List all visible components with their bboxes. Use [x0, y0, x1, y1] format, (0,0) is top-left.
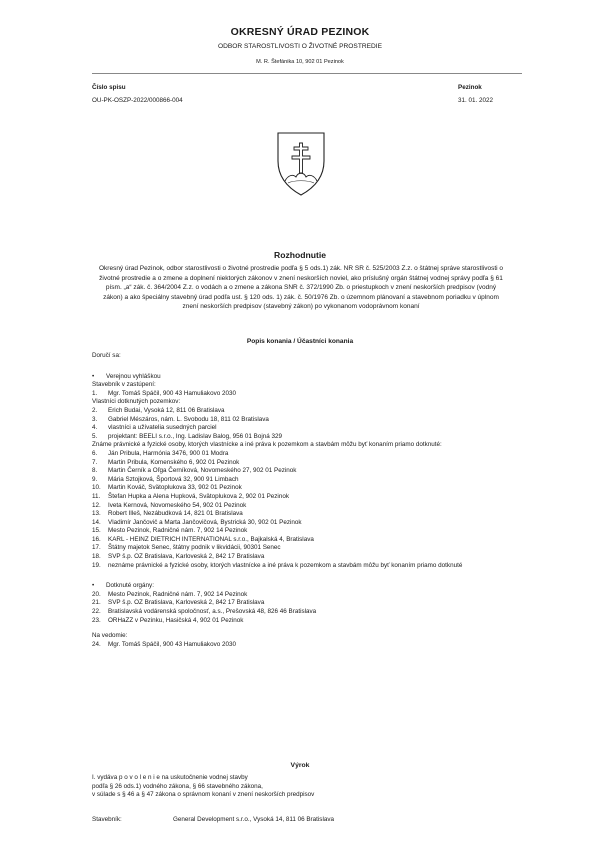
list-item-number: 21. [92, 599, 101, 607]
list-item-text: Bratislavská vodárenská spoločnosť, a.s., Prešovská 48, 826 46 Bratislava [108, 608, 317, 616]
list-item-text: Martin Kováč, Svätoplukova 33, 902 01 Pezinok [108, 484, 242, 492]
list-item-number: 1. [92, 389, 98, 397]
list-item [92, 608, 522, 617]
list-item [92, 493, 522, 502]
file-number-label: Číslo spisu [92, 84, 126, 91]
list-item-number: 13. [92, 510, 101, 518]
list-item [92, 450, 522, 459]
decision-intro: Okresný úrad Pezinok, odbor starostlivosti o životné prostredie podľa § 5 ods.1) zák. NR SR č. 525/2003 Z.z. o štátnej správe starostlivosti o životné prostredie a o zmene a doplnení niektorých zákonov v znení neskorších noviel, ako príslušný orgán štátnej vodnej správy podľa § 61 písm. „a“ zák. č. 364/2004 Z.z. o vodách a o zmene a zákona SNR č. 372/1990 Zb. o priestupkoch v znení neskorších predpisov (vodný zákon) a ako špeciálny stavebný úrad podľa ust. § 120 ods. 1) zák. č. 50/1976 Zb. o územnom plánovaní a stavebnom poriadku v úplnom znení neskorších predpisov (stavebný zákon) po vykonanom vodoprávnom konaní [98, 265, 503, 311]
list-item [92, 416, 522, 425]
list-item-text: SVP š.p. OZ Bratislava, Karloveská 2, 842 17 Bratislava [108, 553, 265, 561]
list-item [92, 617, 522, 626]
list-item [92, 407, 522, 416]
list-item [92, 510, 522, 519]
list-item [92, 599, 522, 608]
list-item-number: 23. [92, 616, 101, 624]
list-item-text: Štátny majetok Senec, štátny podnik v likvidácii, 90301 Senec [108, 544, 281, 552]
list-item [92, 467, 522, 476]
list-item-number: 16. [92, 535, 101, 543]
list-item-text: SVP š.p. OZ Bratislava, Karloveská 2, 842 17 Bratislava [108, 599, 265, 607]
list-item-text: Erich Budai, Vysoká 12, 811 06 Bratislava [108, 406, 225, 414]
authority-address: M. R. Štefánika 10, 902 01 Pezinok [256, 59, 344, 65]
verdict-line-3: v súlade s § 46 a § 47 zákona o správnom konaní v znení neskorších predpisov [92, 791, 315, 799]
list-item-text: Mesto Pezinok, Radničné nám. 7, 902 14 Pezinok [108, 590, 248, 598]
verdict-block [92, 774, 522, 800]
authorities-list [92, 591, 522, 625]
list-item-text: Martin Pribula, Komenského 6, 902 01 Pezinok [108, 458, 240, 466]
list-item-number: 9. [92, 475, 98, 483]
list-item-text: vlastníci a užívatelia susedných parciel [108, 424, 217, 432]
list-item [92, 433, 522, 442]
verdict-builder-label: Stavebník: [92, 816, 122, 823]
list-item-number: 15. [92, 527, 101, 535]
document-date: 31. 01. 2022 [458, 97, 494, 104]
coat-of-arms-icon [276, 131, 326, 197]
list-item-number: 11. [92, 492, 101, 500]
place-label: Pezinok [458, 84, 482, 91]
file-number: OU-PK-OSZP-2022/000866-004 [92, 97, 183, 104]
list-item-text: Mesto Pezinok, Radničné nám. 7, 902 14 Pezinok [108, 527, 248, 535]
known-parties-label: Známe právnické a fyzické osoby, ktorých vlastnícke a iné práva k pozemkom a stavbám môžu byť konaním priamo dotknuté: [92, 441, 442, 449]
department-name: ODBOR STAROSTLIVOSTI O ŽIVOTNÉ PROSTREDIE [217, 43, 382, 50]
verdict-line-1: I. vydáva p o v o l e n i e na uskutočnenie vodnej stavby [92, 774, 248, 781]
list-item-text: Vladimír Jančovič a Marta Jančovičová, Bystrická 30, 902 01 Pezinok [108, 518, 302, 526]
delivered-label: Doručí sa: [92, 352, 121, 359]
cc-list [92, 641, 522, 650]
verdict-builder-value: General Development s.r.o., Vysoká 14, 811 06 Bratislava [173, 816, 335, 823]
list-item [92, 484, 522, 493]
authorities-label: • Dotknuté orgány: [92, 582, 154, 590]
section-heading: Popis konania / Účastníci konania [246, 338, 354, 345]
list-item-text: Mgr. Tomáš Spáčil, 900 43 Hamuliakovo 2030 [108, 389, 236, 397]
list-item-number: 20. [92, 590, 101, 598]
list-item [92, 544, 522, 553]
list-item-number: 10. [92, 484, 101, 492]
list-item [92, 390, 522, 399]
list-item-text: Iveta Kernová, Novomeského 54, 902 01 Pezinok [108, 501, 247, 509]
list-item-number: 8. [92, 467, 98, 475]
list-item [92, 476, 522, 485]
list-item-text: Mária Sztojková, Športová 32, 900 91 Limbach [108, 475, 239, 483]
list-item: 19. neznáme právnické a fyzické osoby, ktorých vlastnícke a iné práva k pozemkom a stavbám môžu byť konaním priamo dotknuté [92, 561, 463, 569]
list-item-number: 22. [92, 608, 101, 616]
list-item-number: 12. [92, 501, 101, 509]
list-item-number: 5. [92, 432, 98, 440]
owners-label: Vlastníci dotknutých pozemkov: [92, 398, 181, 406]
list-item [92, 641, 522, 650]
list-item [92, 553, 522, 562]
list-item-text: Martin Černík a Oľga Černíková, Novomeského 27, 902 01 Pezinok [108, 467, 297, 475]
list-item [92, 424, 522, 433]
public-notice: • Verejnou vyhláškou [92, 372, 161, 380]
list-item [92, 591, 522, 600]
list-item-number: 6. [92, 449, 98, 457]
list-item [92, 527, 522, 536]
list-item-number: 14. [92, 518, 101, 526]
list-item [92, 502, 522, 511]
list-item-number: 17. [92, 544, 101, 552]
list-item-text: ORHaZZ v Pezinku, Hasičská 4, 902 01 Pezinok [108, 616, 244, 624]
verdict-heading: Výrok [290, 762, 310, 769]
authority-title: OKRESNÝ ÚRAD PEZINOK [230, 26, 370, 38]
list-item-number: 24. [92, 640, 101, 648]
decision-title: Rozhodnutie [273, 250, 327, 260]
owners-list [92, 407, 522, 441]
list-item-number: 3. [92, 415, 98, 423]
builder-list [92, 390, 522, 399]
list-item-text: Gabriel Mészáros, nám. L. Svobodu 18, 811 02 Bratislava [108, 415, 269, 423]
list-item-number: 4. [92, 424, 98, 432]
list-item [92, 519, 522, 528]
cc-label: Na vedomie: [92, 632, 128, 640]
list-item-text: projektant: BEELI s.r.o., Ing. Ladislav Balog, 956 01 Bojná 329 [108, 432, 282, 440]
list-item-text: Ján Pribula, Harmónia 3476, 900 01 Modra [108, 449, 229, 457]
list-item-text: KARL - HEINZ DIETRICH INTERNATIONAL s.r.o., Bajkalská 4, Bratislava [108, 535, 314, 543]
list-item-number: 2. [92, 406, 98, 414]
list-item-text: Mgr. Tomáš Spáčil, 900 43 Hamuliakovo 2030 [108, 640, 236, 648]
list-item-number: 7. [92, 458, 98, 466]
list-item-number: 18. [92, 553, 101, 561]
list-item-text: Robert Illeš, Nezábudková 14, 821 01 Bratislava [108, 510, 243, 518]
header-divider [92, 73, 522, 74]
builder-label: Stavebník v zastúpení: [92, 381, 156, 389]
known-parties-list [92, 450, 522, 562]
verdict-line-2: podľa § 26 ods.1) vodného zákona, § 66 stavebného zákona, [92, 782, 263, 790]
participants-block [92, 352, 522, 649]
list-item [92, 459, 522, 468]
list-item-text: Štefan Hupka a Alena Hupková, Svätoplukova 2, 902 01 Pezinok [108, 492, 289, 500]
